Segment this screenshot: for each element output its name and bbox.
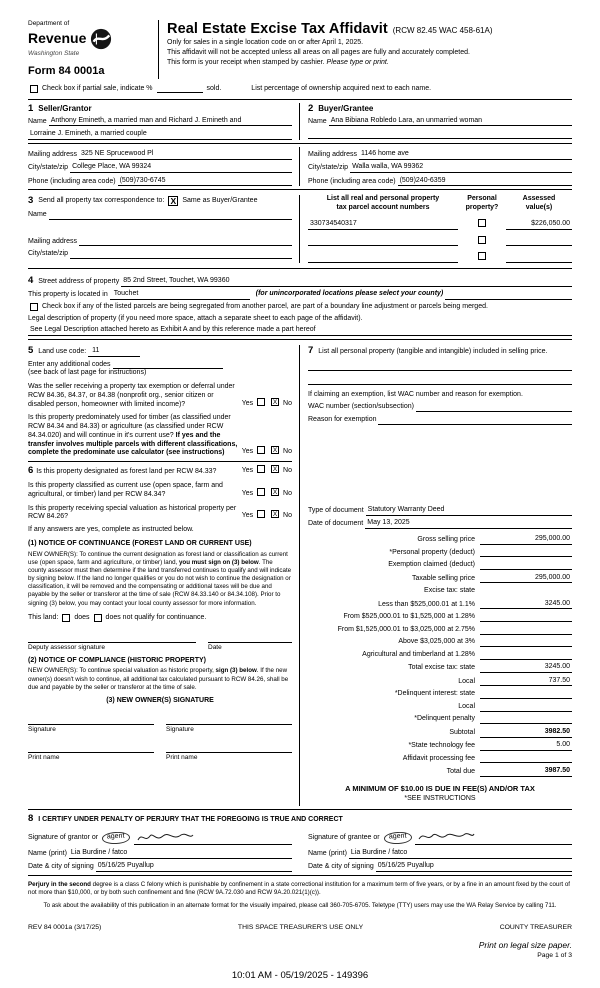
technology-fee-field[interactable]: 5.00 xyxy=(480,741,572,751)
new-owners-signature-title: (3) NEW OWNER(S) SIGNATURE xyxy=(106,697,214,704)
segregated-checkbox[interactable] xyxy=(30,303,38,311)
timber-yes-checkbox[interactable] xyxy=(257,446,265,454)
print-timestamp: 10:01 AM - 05/19/2025 - 149396 xyxy=(231,970,369,982)
header-note-1: Only for sales in a single location code on or after April 1, 2025. xyxy=(167,39,364,47)
personal-property-field[interactable] xyxy=(308,359,572,371)
seller-mailing-label: Mailing address xyxy=(28,151,78,159)
form-title: Real Estate Excise Tax Affidavit xyxy=(167,21,388,37)
current-use-yes-checkbox[interactable] xyxy=(257,488,265,496)
personal-property-intro: List all personal property (tangible and intangible) included in selling price. xyxy=(318,348,548,355)
legal-description-label: Legal description of property (if you need more space, attach a separate sheet to each page of the affidavit). xyxy=(28,314,363,322)
street-address-field[interactable]: 85 2nd Street, Touchet, WA 99360 xyxy=(121,277,572,287)
yes-label: Yes xyxy=(241,467,254,475)
notice-compliance-title: (2) NOTICE OF COMPLIANCE (HISTORIC PROPERTY) xyxy=(28,656,206,664)
grantor-signature-field[interactable] xyxy=(134,830,292,845)
header-note-2: This affidavit will not be accepted unless all areas on all pages are fully and accurately completed. xyxy=(167,48,470,56)
bracket-2-field[interactable] xyxy=(480,613,572,622)
personal-property-checkbox[interactable] xyxy=(478,219,486,227)
form-number: Form 84 0001a xyxy=(28,65,105,78)
does-label: does xyxy=(74,613,90,621)
correspondence-city-field[interactable] xyxy=(70,250,292,259)
assessed-value-field[interactable] xyxy=(506,237,572,246)
print-name-label: Print name xyxy=(28,753,60,761)
forest-land-question-text: Is this property designated as forest land per RCW 84.33? xyxy=(36,468,217,476)
exemption-no-checkbox[interactable]: X xyxy=(272,398,278,406)
bracket-1-field[interactable]: 3245.00 xyxy=(480,600,572,610)
grantor-signature-label: Signature of grantor or xyxy=(28,833,99,841)
page-number: Page 1 of 3 xyxy=(537,951,572,959)
county-treasurer-label: COUNTY TREASURER xyxy=(499,923,572,931)
grantor-date-city-label: Date & city of signing xyxy=(28,863,94,871)
grantee-agent-circled: agent xyxy=(383,831,411,844)
section-2-number: 2 xyxy=(308,102,314,114)
new-owner-signature-row-1 xyxy=(28,714,292,734)
buyer-name-label: Name xyxy=(308,117,327,125)
grantee-name-print-field[interactable]: Lia Burdine / fatco xyxy=(349,849,572,859)
unincorporated-note: (for unincorporated locations please select your county) xyxy=(255,290,444,297)
wac-number-label: WAC number (section/subsection) xyxy=(308,403,414,411)
section-2-title: Buyer/Grantee xyxy=(318,103,374,113)
forest-land-question xyxy=(28,465,292,477)
treasurer-space-label: THIS SPACE TREASURER'S USE ONLY xyxy=(237,923,364,931)
tax-correspondence-cell xyxy=(28,195,300,263)
no-label: No xyxy=(283,467,292,475)
grantee-date-city-field[interactable]: 05/16/25 Puyallup xyxy=(376,862,572,872)
tax-row-delinquent-interest-state: *Delinquent interest: state xyxy=(308,690,572,699)
grantor-agent-circled: agent xyxy=(102,831,130,844)
divider xyxy=(28,461,292,462)
form-footer xyxy=(28,879,572,982)
tax-row-total-excise-state: Total excise tax: state 3245.00 xyxy=(408,663,570,672)
parties-name-band xyxy=(28,103,572,140)
ownership-percentage-note: List percentage of ownership acquired next to each name. xyxy=(251,85,432,92)
buyer-city-label: City/state/zip xyxy=(308,164,349,172)
additional-codes-label: Enter any additional codes xyxy=(28,360,111,368)
no-label: No xyxy=(283,489,292,497)
taxable-selling-price-field[interactable]: 295,000.00 xyxy=(480,574,572,584)
subtotal-field[interactable]: 3982.50 xyxy=(480,728,572,738)
parcel-row xyxy=(308,252,572,263)
bracket-3-field[interactable] xyxy=(480,626,572,635)
new-owner-signature-row-2 xyxy=(28,742,292,762)
correspondence-mailing-field[interactable] xyxy=(79,237,292,246)
tax-row-agricultural: Agricultural and timberland at 1.28% xyxy=(308,651,572,660)
total-due-field[interactable]: 3987.50 xyxy=(480,767,572,777)
correspondence-mailing-label: Mailing address xyxy=(28,237,78,245)
exemption-claimed-field[interactable] xyxy=(480,561,572,570)
street-address-label: Street address of property xyxy=(38,278,120,286)
signature-label: Signature xyxy=(28,725,56,733)
section-1-number: 1 xyxy=(28,102,34,114)
no-label: No xyxy=(283,512,292,520)
yes-label: Yes xyxy=(241,489,254,497)
parcel-table xyxy=(300,195,572,263)
type-of-document-label: Type of document xyxy=(308,507,364,515)
type-or-print-note: Please type or print. xyxy=(326,58,389,66)
section-8 xyxy=(28,813,572,872)
personal-property-header: Personal property? xyxy=(465,195,499,212)
divider xyxy=(28,339,572,340)
deputy-date-label: Date xyxy=(208,643,222,651)
section-3-number: 3 xyxy=(28,195,34,207)
seller-name-field-line2[interactable]: Lorraine J. Emineth, a married couple xyxy=(28,130,292,140)
tax-row-total-due: Total due 3987.50 xyxy=(446,767,570,776)
revenue-wordmark: Revenue xyxy=(28,30,87,47)
grantee-name-print-label: Name (print) xyxy=(308,849,347,857)
grantee-signature-label: Signature of grantee or xyxy=(308,833,380,841)
tax-row-personal-property-deduct: *Personal property (deduct) xyxy=(308,548,572,557)
tax-row-subtotal: Subtotal 3982.50 xyxy=(449,727,570,736)
tax-row-bracket-1: Less than $525,000.01 at 1.1% 3245.00 xyxy=(378,599,570,608)
new-owner-signature-field[interactable] xyxy=(166,714,292,725)
perjury-notice: Perjury in the second degree is a class C felony which is punishable by confinement in a state correctional institution for a maximum term of five years, or by a fine in an amount fixed by the court of not more than $10,000, or by both such confinement and fine (RCW 9A.72.030 and RCW 9A.20.021(1)(c)). xyxy=(28,880,571,897)
buyer-name-field-line2[interactable] xyxy=(308,130,572,139)
correspondence-label: Send all property tax correspondence to: xyxy=(38,196,165,204)
dor-flag-logo-icon xyxy=(90,28,112,50)
yes-label: Yes xyxy=(241,448,254,456)
reason-exemption-field[interactable] xyxy=(378,416,572,425)
partial-sale-label: Check box if partial sale, indicate % xyxy=(42,85,153,92)
same-as-buyer-label: Same as Buyer/Grantee xyxy=(182,196,258,204)
grantor-signature-scribble xyxy=(136,830,194,844)
located-filler-line xyxy=(445,291,572,300)
notice-compliance-body: NEW OWNER(S): To continue special valuation as historic property, sign (3) below. If the new owner(s) doesn't wish to continue, all additional tax calculated pursuant to RCW 84.26, shall be due and payable by the seller or transferor at the time of sale. xyxy=(28,667,289,691)
parcel-number-field[interactable] xyxy=(308,237,458,246)
delinquent-penalty-field[interactable] xyxy=(480,715,572,724)
deputy-signature-field[interactable] xyxy=(28,632,196,643)
correspondence-name-label: Name xyxy=(28,211,47,218)
new-owner-print-name-field[interactable] xyxy=(28,742,154,753)
seller-name-field[interactable]: Anthony Emineth, a married man and Richard J. Emineth and xyxy=(49,117,292,127)
tax-row-bracket-2: From $525,000.01 to $1,525,000 at 1.28% xyxy=(308,613,572,622)
divider xyxy=(28,99,572,100)
if-any-yes-note: If any answers are yes, complete as instructed below. xyxy=(28,526,194,533)
land-does-not-checkbox[interactable] xyxy=(94,614,102,622)
forest-yes-checkbox[interactable] xyxy=(257,465,265,473)
grantor-date-city-field[interactable]: 05/16/25 Puyallup xyxy=(96,862,292,872)
parcel-row xyxy=(308,236,572,247)
gross-selling-price-field[interactable]: 295,000.00 xyxy=(480,535,572,545)
seller-mailing-field[interactable]: 325 NE Sprucewood Pl xyxy=(79,150,292,160)
notice-continuance-title: (1) NOTICE OF CONTINUANCE (FOREST LAND OR CURRENT USE) xyxy=(28,539,252,547)
personal-property-deduct-field[interactable] xyxy=(480,548,572,557)
legal-description-field[interactable]: See Legal Description attached hereto as Exhibit A and by this reference made a part hereof xyxy=(28,326,572,336)
legal-size-note: Print on legal size paper. xyxy=(478,940,572,951)
section-7-number: 7 xyxy=(308,345,314,356)
land-qualify-row xyxy=(28,614,292,623)
located-in-field[interactable]: Touchet xyxy=(110,290,250,300)
section-4-number: 4 xyxy=(28,275,34,287)
tax-row-excise-tax-state: Excise tax: state xyxy=(424,587,475,595)
main-columns xyxy=(28,345,572,806)
new-owner-print-name-field[interactable] xyxy=(166,742,292,753)
personal-property-checkbox[interactable] xyxy=(478,236,486,244)
total-excise-state-field[interactable]: 3245.00 xyxy=(480,663,572,673)
correspondence-city-label: City/state/zip xyxy=(28,250,69,257)
buyer-phone-field[interactable]: (509)240-6359 xyxy=(398,177,572,187)
does-not-label: does not qualify for continuance. xyxy=(105,613,207,621)
land-does-checkbox[interactable] xyxy=(62,614,70,622)
grantor-name-print-field[interactable]: Lia Burdine / fatco xyxy=(69,849,292,859)
footer-row xyxy=(28,924,572,932)
buyer-city-field[interactable]: Walla walla, WA 99362 xyxy=(350,163,572,173)
historic-question-text: Is this property receiving special valuation as historical property per RCW 84.26? xyxy=(28,504,237,521)
current-use-question-text: Is this property classified as current use (open space, farm and agricultural, or timber) land per RCW 84.34? xyxy=(28,482,223,498)
tax-row-processing-fee: Affidavit processing fee xyxy=(308,754,572,763)
bracket-4-field[interactable] xyxy=(480,638,572,647)
header-note-3 xyxy=(167,59,572,68)
seller-name-label: Name xyxy=(28,117,47,125)
grantee-signature-scribble xyxy=(417,830,475,844)
parcel-row xyxy=(308,219,572,230)
grantee-signature-block xyxy=(308,827,572,872)
tax-row-delinquent-interest-local: Local xyxy=(308,703,572,712)
buyer-name-cell xyxy=(300,103,572,140)
timber-no-checkbox[interactable]: X xyxy=(272,447,278,455)
exemption-instruction: If claiming an exemption, list WAC number and reason for exemption. xyxy=(308,390,523,398)
tax-row-bracket-3: From $1,525,000.01 to $3,025,000 at 2.75% xyxy=(308,626,572,635)
seller-name-cell xyxy=(28,103,300,140)
parcel-numbers-header: List all real and personal property tax parcel account numbers xyxy=(326,195,440,212)
historic-yes-checkbox[interactable] xyxy=(257,510,265,518)
grantor-name-print-label: Name (print) xyxy=(28,849,67,857)
deputy-signature-label: Deputy assessor signature xyxy=(28,643,105,651)
partial-sale-row xyxy=(28,85,572,94)
located-in-label: This property is located in xyxy=(28,291,108,298)
alternate-format-notice: To ask about the availability of this publication in an alternate format for the visually impaired, please call 360-705-6705. Teletype (TTY) users may use the WA Relay Service by calling 711. xyxy=(43,902,557,910)
certification-signatures xyxy=(28,827,572,872)
timber-question-bold: If yes and the transfer involves multiple parcels with different classifications, complete the predominate use calculator (see instructions) xyxy=(28,431,238,457)
exemption-question-text: Was the seller receiving a property tax exemption or deferral under RCW 84.36, 84.37, or 84.38 (nonprofit org., senior citizen or disabled person, homeowner with limited income)? xyxy=(28,383,235,408)
yes-label: Yes xyxy=(241,512,254,520)
washington-state-text: Washington State xyxy=(28,50,80,58)
grantee-date-city-label: Date & city of signing xyxy=(308,863,374,871)
exemption-question xyxy=(28,383,292,409)
seller-city-label: City/state/zip xyxy=(28,164,69,172)
grantee-signature-field[interactable] xyxy=(415,830,572,845)
assessed-value-field[interactable] xyxy=(506,254,572,263)
delinquent-interest-state-field[interactable] xyxy=(480,690,572,699)
wac-number-field[interactable] xyxy=(416,403,572,412)
tax-computation-table xyxy=(308,535,572,777)
timber-question xyxy=(28,414,292,458)
section-5 xyxy=(28,345,292,458)
delinquent-interest-local-field[interactable] xyxy=(480,703,572,712)
no-label: No xyxy=(283,448,292,456)
section-3 xyxy=(28,193,572,265)
section-1-title: Seller/Grantor xyxy=(38,103,92,113)
seller-address-cell xyxy=(28,147,300,187)
local-tax-field[interactable]: 737.50 xyxy=(480,677,572,687)
section-5-number: 5 xyxy=(28,345,34,356)
tax-row-delinquent-penalty: *Delinquent penalty xyxy=(308,715,572,724)
timber-question-text: Is this property predominately used for timber (as classified under RCW 84.34 and 84.33) or agriculture (as classified under RCW 84.34.020) and will continue in it's current use? xyxy=(28,414,231,439)
buyer-mailing-field[interactable]: 1146 home ave xyxy=(359,150,572,160)
rcw-reference: (RCW 82.45 WAC 458-61A) xyxy=(392,26,493,35)
date-of-document-label: Date of document xyxy=(308,520,364,528)
buyer-address-cell xyxy=(300,147,572,187)
assessed-value-header: Assessed value(s) xyxy=(522,195,556,212)
deputy-date-field[interactable] xyxy=(208,632,292,643)
segregated-label: Check box if any of the listed parcels are being segregated from another parcel, are part of a boundary line adjustment or parcels being merged. xyxy=(42,302,488,310)
tax-row-technology-fee: *State technology fee 5.00 xyxy=(408,741,570,750)
parcel-number-field[interactable] xyxy=(308,254,458,263)
header-note-3-text: This form is your receipt when stamped by cashier. xyxy=(167,58,325,66)
seller-city-field[interactable]: College Place, WA 99324 xyxy=(70,163,292,173)
land-use-code-field[interactable]: 11 xyxy=(88,347,140,357)
yes-label: Yes xyxy=(241,399,254,407)
current-use-no-checkbox[interactable]: X xyxy=(272,488,278,496)
section-4 xyxy=(28,272,572,336)
current-use-question xyxy=(28,482,292,500)
partial-sold-label: sold. xyxy=(206,85,222,92)
tax-row-local: Local 737.50 xyxy=(458,676,570,685)
correspondence-name-field[interactable] xyxy=(49,211,292,220)
tax-row-exemption-claimed: Exemption claimed (deduct) xyxy=(308,561,572,570)
section-7 xyxy=(300,345,572,806)
see-back-note: (see back of last page for instructions) xyxy=(28,369,147,377)
divider xyxy=(28,268,572,269)
no-label: No xyxy=(283,399,292,407)
tax-row-taxable-selling-price: Taxable selling price 295,000.00 xyxy=(411,573,570,582)
dor-logo-block xyxy=(28,20,150,79)
additional-codes-field[interactable] xyxy=(113,360,223,369)
minimum-due-note: A MINIMUM OF $10.00 IS DUE IN FEE(S) AND/OR TAX xyxy=(345,783,535,793)
grantor-signature-block xyxy=(28,827,292,872)
form-title-block xyxy=(158,20,572,79)
dept-of-text: Department of xyxy=(28,20,70,27)
partial-percent-field[interactable] xyxy=(157,85,203,93)
seller-phone-field[interactable]: (509)730-6745 xyxy=(118,177,292,187)
partial-sale-checkbox[interactable] xyxy=(30,85,38,93)
personal-property-field[interactable] xyxy=(308,373,572,385)
divider xyxy=(28,189,572,190)
assessed-value-field[interactable]: $226,050.00 xyxy=(506,220,572,230)
print-name-label: Print name xyxy=(166,753,198,761)
buyer-phone-label: Phone (including area code) xyxy=(308,177,396,185)
new-owner-signature-field[interactable] xyxy=(28,714,154,725)
seller-phone-label: Phone (including area code) xyxy=(28,177,116,185)
parcel-table-header xyxy=(308,195,572,213)
agricultural-field[interactable] xyxy=(480,651,572,660)
left-column xyxy=(28,345,300,806)
section-8-number: 8 xyxy=(28,813,34,825)
certify-statement: I CERTIFY UNDER PENALTY OF PERJURY THAT THE FOREGOING IS TRUE AND CORRECT xyxy=(38,816,343,824)
form-header xyxy=(28,20,572,79)
signature-label: Signature xyxy=(166,725,194,733)
reason-exemption-label: Reason for exemption xyxy=(308,415,377,423)
tax-row-gross-selling-price: Gross selling price 295,000.00 xyxy=(417,535,570,544)
notice-continuance-body: NEW OWNER(S): To continue the current designation as forest land or classification as current use (open space, farm and agriculture, or timber) land, you must sign on (3) below. The county assessor must then determine if the land transferred continues to qualify and will indicate by signing below. If the land no longer qualifies or you do not wish to continue the designation or classification, it will be removed and the compensating or additional taxes will be due and payable by the seller or transferor at the time of sale (RCW 84.33.140 or 84.34.108). Prior to signing (3) below, you may contact your local county assessor for more information. xyxy=(28,550,292,607)
divider xyxy=(28,809,572,810)
personal-property-checkbox[interactable] xyxy=(478,252,486,260)
same-as-buyer-checkbox[interactable]: X xyxy=(168,196,178,206)
buyer-mailing-label: Mailing address xyxy=(308,151,358,159)
this-land-label: This land: xyxy=(28,613,59,621)
historic-question xyxy=(28,505,292,523)
forest-no-checkbox[interactable]: X xyxy=(272,466,278,474)
divider xyxy=(28,875,572,876)
buyer-name-field[interactable]: Ana Bibiana Robledo Lara, an unmarried woman xyxy=(329,117,572,127)
historic-no-checkbox[interactable]: X xyxy=(272,511,278,519)
parties-address-band xyxy=(28,143,572,187)
see-instructions-note: *SEE INSTRUCTIONS xyxy=(404,795,476,803)
section-6 xyxy=(28,465,292,762)
rev-form-id: REV 84 0001a (3/17/25) xyxy=(28,923,102,931)
type-of-document-field[interactable]: Statutory Warranty Deed xyxy=(366,506,572,516)
parcel-number-field[interactable]: 330734540317 xyxy=(308,220,458,230)
deputy-assessor-row xyxy=(28,632,292,652)
tax-row-bracket-4: Above $3,025,000 at 3% xyxy=(308,638,572,647)
exemption-yes-checkbox[interactable] xyxy=(257,398,265,406)
date-of-document-field[interactable]: May 13, 2025 xyxy=(365,519,572,529)
land-use-code-label: Land use code: xyxy=(38,348,87,356)
processing-fee-field[interactable] xyxy=(480,754,572,763)
section-6-number: 6 xyxy=(28,465,34,477)
